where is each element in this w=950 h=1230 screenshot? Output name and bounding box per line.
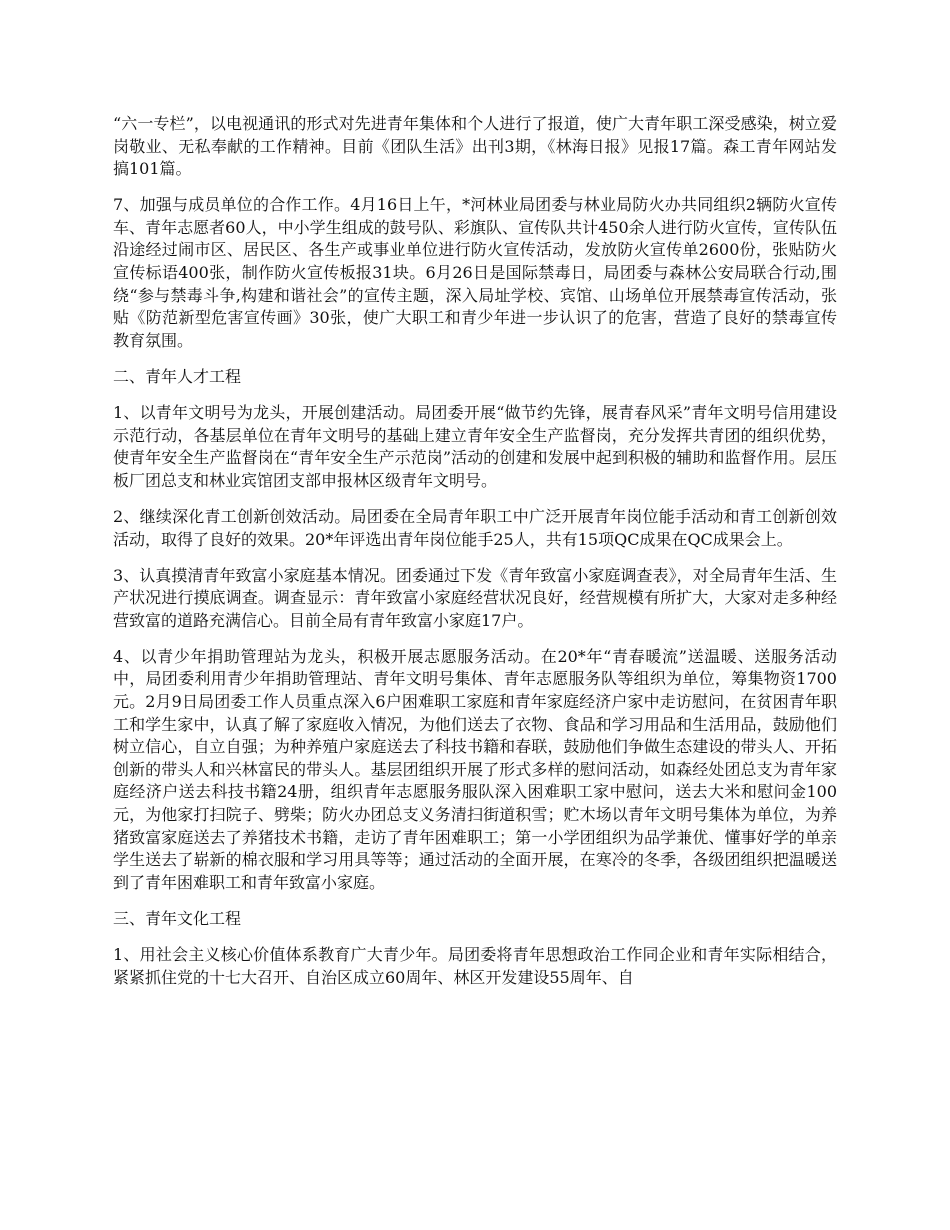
- paragraph-volunteer: 4、以青少年捐助管理站为龙头，积极开展志愿服务活动。在20*年“青春暖流”送温暖、送服务活动中，局团委利用青少年捐助管理站、青年文明号集体、青年志愿服务队等组织为单位，筹集物资1700元。2月9日局团委工作人员重点深入6户困难职工家庭和青年家庭经济户家中走访慰问，在贫困青年职工和学生家中，认真了解了家庭收入情况，为他们送去了衣物、食品和学习用品和生活用品，鼓励他们树立信心，自立自强；为种养殖户家庭送去了科技书籍和春联，鼓励他们争做生态建设的带头人、开拓创新的带头人和兴林富民的带头人。基层团组织开展了形式多样的慰问活动，如森经处团总支为青年家庭经济户送去科技书籍24册，组织青年志愿服务服队深入困难职工家中慰问，送去大米和慰问金100元，为他家打扫院子、劈柴；防火办团总支义务清扫街道积雪；贮木场以青年文明号集体为单位，为养猪致富家庭送去了养猪技术书籍，走访了青年困难职工；第一小学团组织为品学兼优、懂事好学的单亲学生送去了崭新的棉衣服和学习用具等等；通过活动的全面开展，在寒冷的冬季，各级团组织把温暖送到了青年困难职工和青年致富小家庭。: [113, 646, 837, 892]
- paragraph-cooperation: 7、加强与成员单位的合作工作。4月16日上午，*河林业局团委与林业局防火办共同组织2辆防火宣传车、青年志愿者60人，中小学生组成的鼓号队、彩旗队、宣传队共计450余人进行防火宣传，宣传队伍沿途经过闹市区、居民区、各生产或事业单位进行防火宣传活动，发放防火宣传单2600份，张贴防火宣传标语400张，制作防火宣传板报31块。6月26日是国际禁毒日，局团委与森林公安局联合行动,围绕“参与禁毒斗争,构建和谐社会”的宣传主题，深入局址学校、宾馆、山场单位开展禁毒宣传活动，张贴《防范新型危害宣传画》30张，使广大职工和青少年进一步认识了的危害，营造了良好的禁毒宣传教育氛围。: [113, 195, 837, 350]
- paragraph-core-values: 1、用社会主义核心价值体系教育广大青少年。局团委将青年思想政治工作同企业和青年实际相结合，紧紧抓住党的十七大召开、自治区成立60周年、林区开发建设55周年、自: [113, 945, 837, 987]
- section-heading-talent: 二、青年人才工程: [113, 366, 242, 386]
- paragraph-family-survey: 3、认真摸清青年致富小家庭基本情况。团委通过下发《青年致富小家庭调查表》，对全局青年生活、生产状况进行摸底调查。调查显示：青年致富小家庭经营状况良好，经营规模有所扩大，大家对走多种经营致富的道路充满信心。目前全局有青年致富小家庭17户。: [113, 565, 837, 630]
- paragraph-civilization-post: 1、以青年文明号为龙头，开展创建活动。局团委开展“做节约先锋，展青春风采”青年文明号信用建设示范行动，各基层单位在青年文明号的基础上建立青年安全生产监督岗，充分发挥共青团的组织优势，使青年安全生产监督岗在“青年安全生产示范岗”活动的创建和发展中起到积极的辅助和监督作用。层压板厂团总支和林业宾馆团支部申报林区级青年文明号。: [113, 403, 837, 490]
- paragraph-innovation: 2、继续深化青工创新创效活动。局团委在全局青年职工中广泛开展青年岗位能手活动和青工创新创效活动，取得了良好的效果。20*年评选出青年岗位能手25人，共有15项QC成果在QC成果会上。: [113, 506, 837, 549]
- section-heading-culture: 三、青年文化工程: [113, 908, 242, 928]
- document-page: [113, 113, 837, 1003]
- paragraph-continuation: “六一专栏”，以电视通讯的形式对先进青年集体和个人进行了报道，使广大青年职工深受感染，树立爱岗敬业、无私奉献的工作精神。目前《团队生活》出刊3期，《林海日报》见报17篇。森工青年网站发搞101篇。: [113, 114, 837, 179]
